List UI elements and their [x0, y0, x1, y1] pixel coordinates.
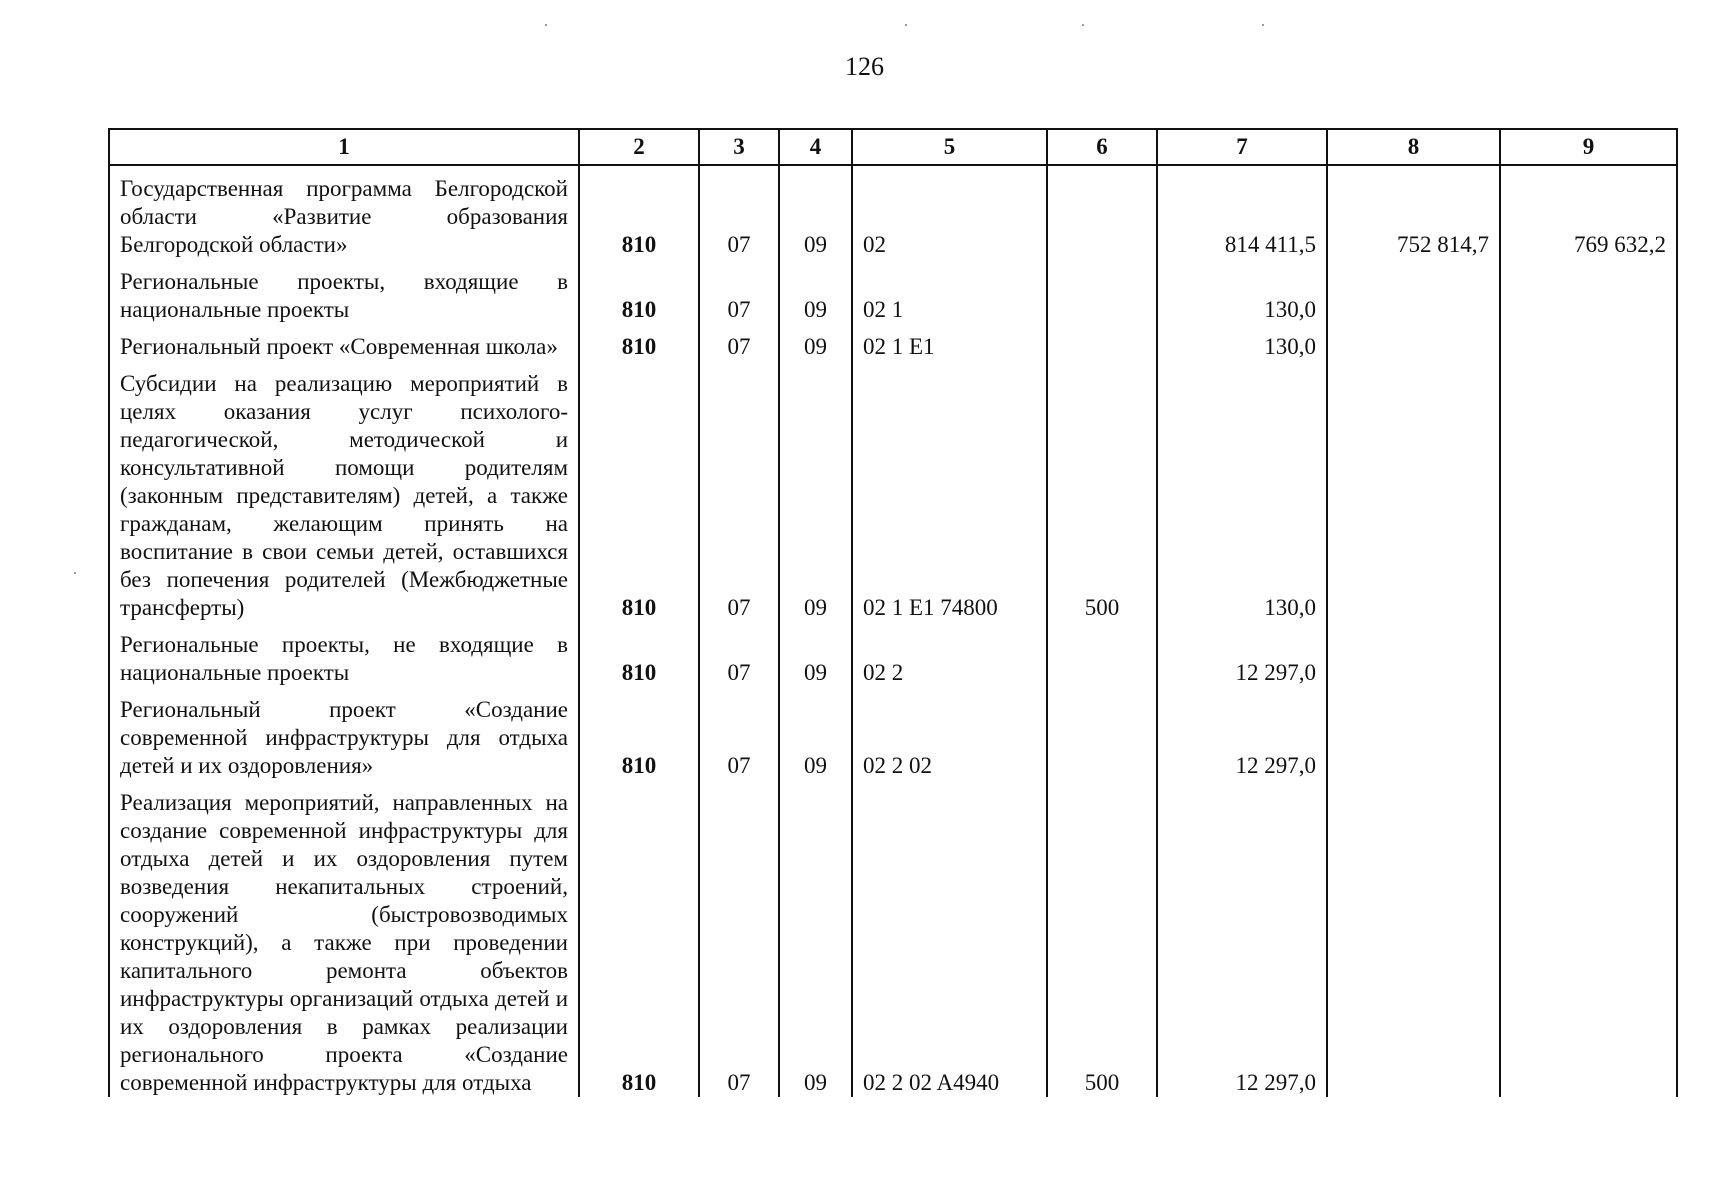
row-amount-col7: 12 297,0: [1157, 622, 1327, 687]
header-col-8: 8: [1327, 129, 1500, 165]
row-section: 07: [699, 165, 779, 259]
scan-speck: [545, 24, 547, 26]
table-row: [109, 622, 1677, 687]
row-amount-col8: [1327, 780, 1500, 1097]
row-amount-col9: [1500, 687, 1677, 780]
table-row: [109, 165, 1677, 259]
row-target-article: 02: [852, 165, 1047, 259]
row-ved: 810: [579, 259, 699, 324]
scan-speck: [74, 572, 76, 574]
row-target-article: 02 2 02 A4940: [852, 780, 1047, 1097]
row-amount-col9: 769 632,2: [1500, 165, 1677, 259]
row-target-article: 02 2 02: [852, 687, 1047, 780]
scan-speck: [1082, 24, 1084, 26]
row-section: 07: [699, 361, 779, 622]
row-amount-col8: [1327, 324, 1500, 361]
row-expense-type: 500: [1047, 780, 1157, 1097]
header-col-5: 5: [852, 129, 1047, 165]
row-subsection: 09: [779, 780, 852, 1097]
scan-speck: [1262, 24, 1264, 26]
row-subsection: 09: [779, 622, 852, 687]
row-amount-col9: [1500, 622, 1677, 687]
row-expense-type: [1047, 687, 1157, 780]
row-name: Региональные проекты, входящие в национальные проекты: [109, 259, 579, 324]
row-ved: 810: [579, 361, 699, 622]
row-expense-type: [1047, 324, 1157, 361]
row-target-article: 02 1 E1: [852, 324, 1047, 361]
row-section: 07: [699, 259, 779, 324]
row-amount-col9: [1500, 780, 1677, 1097]
row-amount-col8: [1327, 259, 1500, 324]
table-row: [109, 324, 1677, 361]
row-amount-col7: 130,0: [1157, 324, 1327, 361]
row-amount-col9: [1500, 324, 1677, 361]
table-header-row: [109, 129, 1677, 165]
row-target-article: 02 1 E1 74800: [852, 361, 1047, 622]
row-section: 07: [699, 780, 779, 1097]
row-amount-col7: 12 297,0: [1157, 687, 1327, 780]
row-amount-col8: [1327, 622, 1500, 687]
header-col-2: 2: [579, 129, 699, 165]
row-ved: 810: [579, 165, 699, 259]
row-amount-col7: 130,0: [1157, 259, 1327, 324]
row-ved: 810: [579, 622, 699, 687]
row-section: 07: [699, 622, 779, 687]
row-name: Региональный проект «Современная школа»: [109, 324, 579, 361]
row-ved: 810: [579, 324, 699, 361]
table-row: [109, 259, 1677, 324]
row-subsection: 09: [779, 687, 852, 780]
budget-table-container: [108, 128, 1676, 1097]
page-number: 126: [845, 52, 884, 81]
row-name: Региональные проекты, не входящие в национальные проекты: [109, 622, 579, 687]
row-expense-type: [1047, 165, 1157, 259]
row-subsection: 09: [779, 324, 852, 361]
row-amount-col8: 752 814,7: [1327, 165, 1500, 259]
row-expense-type: [1047, 259, 1157, 324]
row-amount-col9: [1500, 361, 1677, 622]
row-section: 07: [699, 324, 779, 361]
row-name: Государственная программа Белгородской области «Развитие образования Белгородской области»: [109, 165, 579, 259]
row-ved: 810: [579, 687, 699, 780]
header-col-7: 7: [1157, 129, 1327, 165]
header-col-9: 9: [1500, 129, 1677, 165]
header-col-3: 3: [699, 129, 779, 165]
table-row: [109, 361, 1677, 622]
row-name: Субсидии на реализацию мероприятий в целях оказания услуг психолого-педагогической, методической и консультативной помощи родителям (законным представителям) детей, а также гражданам, желающим принять на воспитание в свои семьи детей, оставшихся без попечения родителей (Межбюджетные трансферты): [109, 361, 579, 622]
row-amount-col8: [1327, 361, 1500, 622]
row-name: Региональный проект «Создание современной инфраструктуры для отдыха детей и их оздоровления»: [109, 687, 579, 780]
table-row: [109, 780, 1677, 1097]
row-subsection: 09: [779, 165, 852, 259]
budget-table: [108, 128, 1678, 1097]
row-amount-col9: [1500, 259, 1677, 324]
row-amount-col8: [1327, 687, 1500, 780]
header-col-4: 4: [779, 129, 852, 165]
row-target-article: 02 2: [852, 622, 1047, 687]
header-col-1: 1: [109, 129, 579, 165]
row-subsection: 09: [779, 259, 852, 324]
row-amount-col7: 130,0: [1157, 361, 1327, 622]
table-row: [109, 687, 1677, 780]
row-expense-type: [1047, 622, 1157, 687]
row-expense-type: 500: [1047, 361, 1157, 622]
row-ved: 810: [579, 780, 699, 1097]
row-amount-col7: 12 297,0: [1157, 780, 1327, 1097]
row-subsection: 09: [779, 361, 852, 622]
scan-speck: [905, 24, 907, 26]
row-name: Реализация мероприятий, направленных на создание современной инфраструктуры для отдыха детей и их оздоровления путем возведения некапитальных строений, сооружений (быстровозводимых конструкций), а также при проведении капитального ремонта объектов инфраструктуры организаций отдыха детей и их оздоровления в рамках реализации регионального проекта «Создание современной инфраструктуры для отдыха: [109, 780, 579, 1097]
header-col-6: 6: [1047, 129, 1157, 165]
row-target-article: 02 1: [852, 259, 1047, 324]
row-section: 07: [699, 687, 779, 780]
row-amount-col7: 814 411,5: [1157, 165, 1327, 259]
